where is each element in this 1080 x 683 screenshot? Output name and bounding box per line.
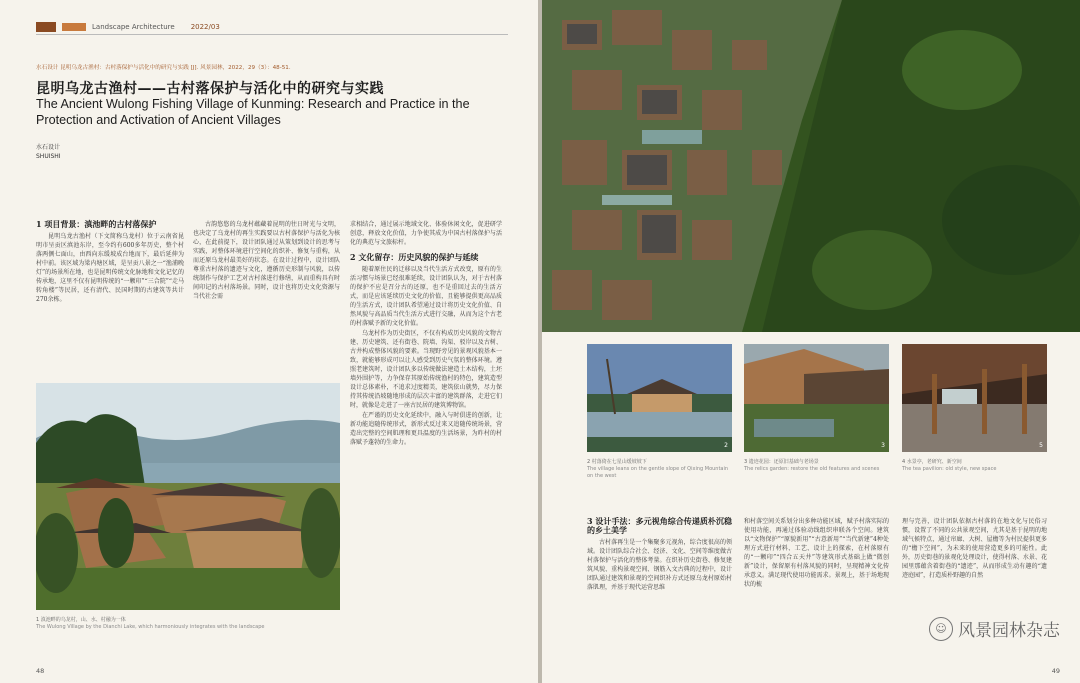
figure-number: 2 [724, 442, 728, 449]
author-cn: 水石设计 [36, 144, 61, 151]
journal-logo-cn [62, 23, 86, 31]
figure-3-caption [744, 459, 889, 473]
paragraph: 求相结合，通过展示地域文化、体验休闲文化，促进研学创意，释放文化价值，力争使其成为中国古村落保护与活化的典范与文旅标杆。 [350, 221, 502, 246]
paragraph: 和村落空间关系划分出多种功能区域，赋予村落实际的使用功能，再通过体验动线组织串联各个空间。建筑以“文物保护”“原貌新用”“古意新用”“当代新建”4种处理方式进行材料、工艺、设计上的探索，在村落原有的“一颗印”“四合五天井”等建筑形式基础上做“微创新”设计，保留原有村落风貌的同时，呈现精神文化传承意义。满足现代使用功能需求。景观上，基于场地现状的梳 [744, 518, 889, 588]
figure-3-photo [744, 344, 889, 452]
article-title-en: The Ancient Wulong Fishing Village of Kunming: Research and Practice in the Protection and Activation of Ancient Villages [36, 97, 470, 127]
wechat-watermark [929, 616, 1060, 641]
caption-cn: 3 遗迹花园：还原旧基础与老场景 [744, 459, 819, 465]
caption-cn: 1 滇池畔的乌龙村，山、水、村融为一体 [36, 617, 126, 623]
page-number-left: 48 [36, 667, 45, 675]
paragraph: 随着原住民的迁移以及当代生活方式改变，原有的生活习惯与场景已经很难延续，设计团队认为，对于古村落的保护不应是召分古的还原，也不是重回过去的生活方式，而是应该延续历史文化的价值，且能够提供更高品质的生活方式，设计团队希望通过设计将历史文化价值、自然风貌与高品质当代生活方式进行交融，从而为这个古老的村落赋予新的文化价值。 [350, 266, 502, 327]
caption-en: The village leans on the gentle slope of Qixing Mountain on the west [587, 466, 729, 479]
text-column-6 [902, 517, 1047, 580]
journal-logo [36, 22, 56, 32]
paragraph: 昆明乌龙古渔村（下文简称乌龙村）位于云南省昆明市呈贡区滇池东岸，至今约有600多年历史，整个村落两侧七面山，由西向东缓坡成台地而下，最后延伸为村中前。该区域为梁内塘区域，是呈贡八景之一“渔浦晚灯”的场景所在地，也是昆明传统文化脉地和文化记忆的传承地，这里不仅有昆明传统的“一颗印”“三合院”“走马转角楼”等民居，还有清代、民国时期的古建筑等共计270余栋。 [36, 233, 184, 303]
aerial-village-photo [542, 0, 1080, 332]
right-page [542, 0, 1080, 683]
citation: 水石设计 昆明乌龙古渔村：古村落保护与活化中的研究与实践 [J]. 风景园林，2022，29（3）：48-51. [36, 65, 291, 71]
paragraph: 在严谨的历史文化延续中，融入与时俱进的创新，让新功能追随传统形式，新形式反过来又追随传统场景，营造出完整的空间肌理和更具温度的生活场景，为昨村的村落赋予蓬勃的生命力。 [350, 412, 502, 446]
section-heading-1: 1 项目背景：滇池畔的古村落保护 [36, 219, 157, 229]
running-header [36, 22, 220, 32]
section-heading-2: 2 文化留存：历史风貌的保护与延续 [350, 252, 479, 262]
section-heading-3: 3 设计手法：多元视角综合传递质朴沉稳的乡土美学 [587, 516, 732, 535]
text-column-1 [36, 220, 184, 304]
figure-1-caption [36, 617, 336, 631]
header-rule [36, 34, 508, 35]
article-title-cn: 昆明乌龙古渔村——古村落保护与活化中的研究与实践 [36, 81, 384, 97]
journal-name: Landscape Architecture [92, 23, 175, 31]
page-number-right: 49 [1051, 667, 1060, 675]
caption-cn: 4 水景亭，老研究、新空间 [902, 459, 962, 465]
figure-4-5-photo [902, 344, 1047, 452]
caption-en: The Wulong Village by the Dianchi Lake, which harmoniously integrates with the landscape [36, 624, 265, 630]
text-column-3 [350, 220, 502, 447]
paragraph: 古村落再生是一个集聚多元视角，综合度很高的领域。设计团队综合社会、经济、文化、空间等维度做古村落保护与活化的整体考量。在织补历史街巷、修复建筑风貌、重构景观空间、钢筋入文古典的过程中，设计团队通过建筑和景观的空间织补方式还原乌龙村原始村落肌理，并基于现代运营思维 [587, 539, 732, 591]
issue-number: 2022/03 [190, 23, 220, 31]
text-column-5 [744, 517, 889, 589]
caption-en: The tea pavilion: old style, new space [902, 466, 997, 472]
figure-4-caption [902, 459, 1047, 473]
figure-number: 5 [1039, 442, 1043, 449]
figure-2-caption [587, 459, 732, 480]
author [36, 143, 61, 161]
figure-2-photo [587, 344, 732, 452]
text-column-2 [193, 220, 340, 301]
paragraph: 古韵悠悠的乌龙村蕴藏着昆明的往日时光与文明，也决定了乌龙村的再生实践要以古村落保护与活化为核心，在此前提下，设计团队通过从策划到设计的思考与实践，对整体环境进行空间化的织补、修复与重构，从而还原乌龙村最美好的状态。在设计过程中，设计团队尊重古村落的遗迹与文化，遵循历史形制与风貌，以传统制作与保护工艺对古村落进行修缮，从而重构具有时间印记的古村落场景。同时，设计也将历史文化资源与当代社会需 [193, 221, 340, 300]
text-column-4 [587, 517, 732, 592]
figure-number: 3 [881, 442, 885, 449]
wechat-icon: ☺ [929, 617, 953, 641]
caption-cn: 2 村落倚在七星山缓坡坡下 [587, 459, 647, 465]
watermark-text: 风景园林杂志 [958, 621, 1060, 641]
paragraph: 理与完善，设计团队依据古村落的在地文化与民俗习惯，设置了不同的公共景观空间，尤其是基于昆明的地域气候特点，通过帘廊、大树、屋檐等为村民提供更多的“檐下空间”，为未来的使用营造更多的可能性。此外，历史街巷的景观化处理设计，使得村落、水景、花园里那蕴含着街巷的“遗迹”，从而形成生动有趣的“遗迹庭园”，打造质朴野趣的自然 [902, 518, 1047, 579]
author-en: SHUISHI [36, 153, 61, 160]
paragraph: 乌龙村作为历史街区，不仅有构成历史风貌的文物古建、历史建筑、还有街巷、院墙、沟渠、驳岸以及古树、古井构成整体风貌的要素。当现野旁见的景观风貌基本一致，就能够形成可以让人感受到历史气氛的整体环境。遵照老建筑时，设计团队多以传统做法建造土木结构，土坯墙外围护等，力争保存其原始传统渔村的特色，建筑造型设计总体素朴，不追求过度精美，建筑依山就势，尽力保持其传统沿坡随地形成的层次丰富的建筑群落，走进它们时，就像是走进了一座古民居的建筑博物馆。 [350, 330, 502, 409]
village-lakeside-photo [36, 383, 340, 610]
left-page [0, 0, 538, 683]
caption-en: The relics garden: restore the old features and scenes [744, 466, 880, 472]
